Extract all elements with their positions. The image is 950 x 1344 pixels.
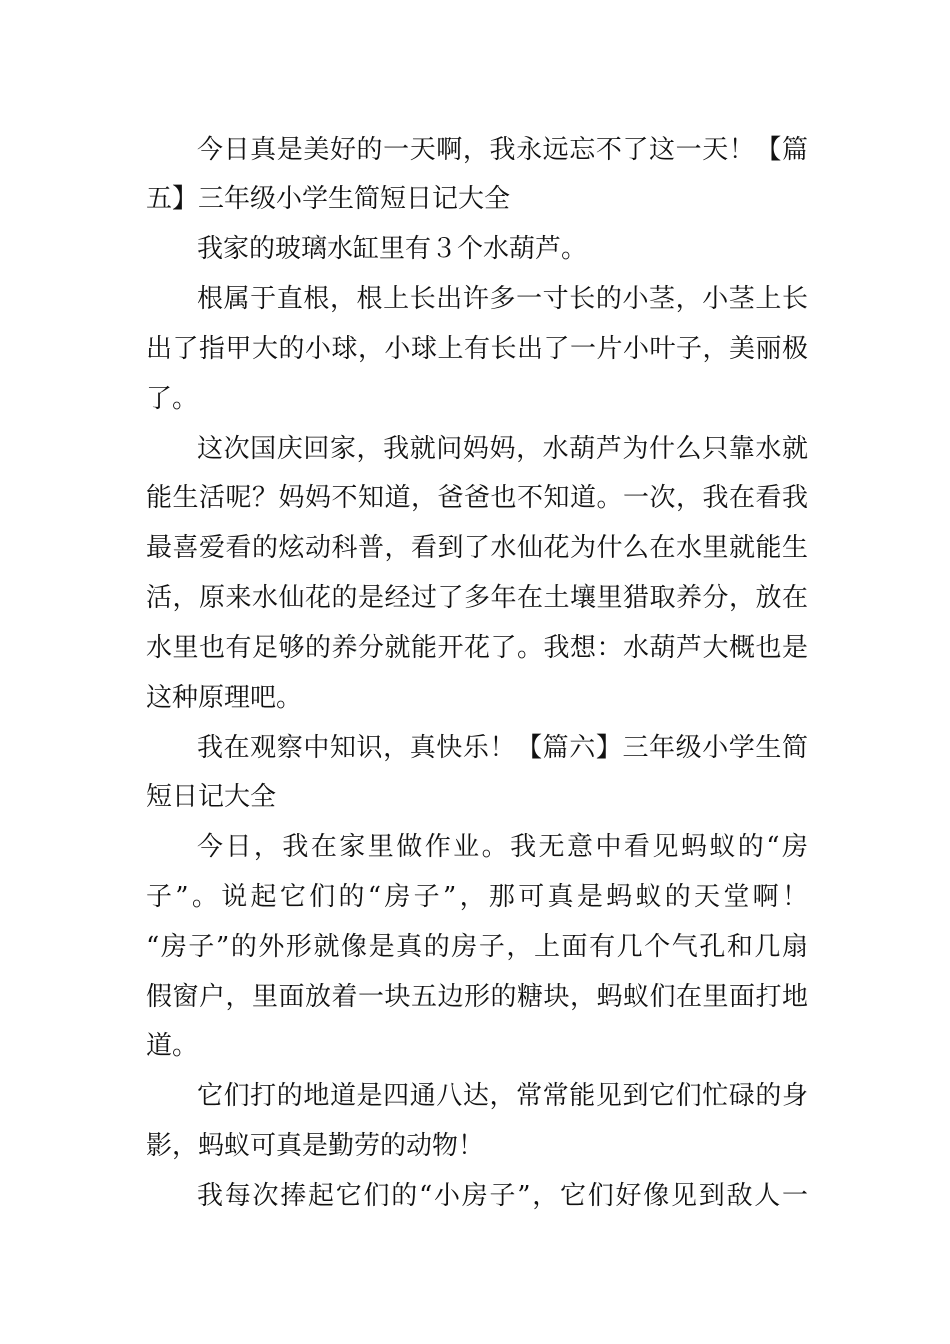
text-line: 我在观察中知识，真快乐！【篇六】三年级小学生简 — [197, 733, 808, 763]
text-line: 今日，我在家里做作业。我无意中看见蚂蚁的“房 — [197, 832, 808, 862]
text-line: “房子”的外形就像是真的房子，上面有几个气孔和几扇 — [146, 932, 808, 962]
text-line: 五】三年级小学生简短日记大全 — [146, 184, 511, 214]
text-line: 短日记大全 — [146, 782, 277, 812]
text-line: 它们打的地道是四通八达，常常能见到它们忙碌的身 — [197, 1081, 808, 1111]
text-line: 出了指甲大的小球，小球上有长出了一片小叶子，美丽极 — [146, 334, 808, 364]
text-line: 道。 — [146, 1031, 199, 1061]
text-line: 了。 — [146, 384, 199, 414]
text-line: 假窗户，里面放着一块五边形的糖块，蚂蚁们在里面打地 — [146, 982, 808, 1012]
text-line: 我家的玻璃水缸里有３个水葫芦。 — [197, 234, 588, 264]
text-line: 子”。说起它们的“房子”，那可真是蚂蚁的天堂啊！ — [146, 882, 808, 912]
text-line: 这种原理吧。 — [146, 683, 303, 713]
text-line: 最喜爱看的炫动科普，看到了水仙花为什么在水里就能生 — [146, 533, 808, 563]
text-line: 影，蚂蚁可真是勤劳的动物！ — [146, 1131, 485, 1161]
text-line: 我每次捧起它们的“小房子”，它们好像见到敌人一 — [197, 1181, 808, 1211]
text-line: 能生活呢？妈妈不知道，爸爸也不知道。一次，我在看我 — [146, 483, 808, 513]
text-line: 今日真是美好的一天啊，我永远忘不了这一天！【篇 — [197, 135, 808, 165]
text-line: 根属于直根，根上长出许多一寸长的小茎，小茎上长 — [197, 284, 808, 314]
text-line: 活，原来水仙花的是经过了多年在土壤里猎取养分，放在 — [146, 583, 808, 613]
text-line: 水里也有足够的养分就能开花了。我想：水葫芦大概也是 — [146, 633, 808, 663]
text-line: 这次国庆回家，我就问妈妈，水葫芦为什么只靠水就 — [197, 434, 808, 464]
